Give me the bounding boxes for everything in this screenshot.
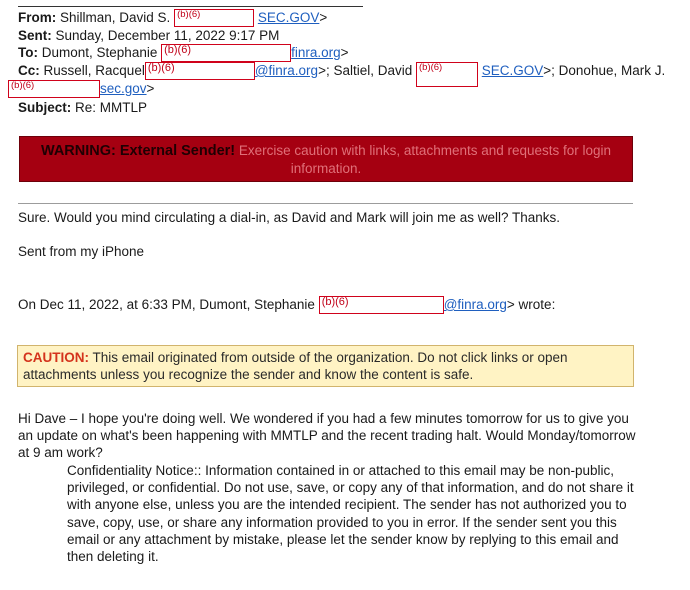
subject-line <box>18 99 147 116</box>
cc-name: Russell, Racquel <box>43 63 145 78</box>
warning-text: Exercise caution with links, attachments and requests for login information. <box>235 143 612 176</box>
external-sender-warning <box>19 136 633 182</box>
to-line: To: Dumont, Stephanie (b)(6) finra.org> <box>18 44 349 60</box>
redaction-box: (b)(6) <box>145 62 255 80</box>
caution-banner <box>17 345 634 387</box>
caution-text: This email originated from outside of the organization. Do not click links or open attachments unless you recognize the sender and know the content is safe. <box>23 350 568 382</box>
caution-label: CAUTION: <box>23 350 89 365</box>
signature-text: Sent from my iPhone <box>18 244 145 259</box>
confidentiality-notice: Confidentiality Notice:: Information contained in or attached to this email may be non-public, privileged, or confidential. Do not use, save, or copy any of that information, and do not share it with anyone else, unless you are the intended recipient. The sender has not authorized you to save, copy, use, or share any information provided to you in error. If the sender sent you this email or any attachment by mistake, please let the sender know by replying to this email and then deleting it. <box>67 463 634 565</box>
body-paragraph: Hi Dave – I hope you're doing well. We wondered if you had a few minutes tomorrow for us to give you an update on what's been happening with MMTLP and the recent trading halt. Would Monday/tomorrow at 9 am work? <box>18 411 636 460</box>
cc-email-link[interactable]: sec.gov <box>100 81 147 96</box>
to-email-link[interactable]: finra.org <box>291 45 341 60</box>
sent-line <box>18 27 279 44</box>
quote-email-link[interactable]: @finra.org <box>443 297 507 312</box>
reply-text: Sure. Would you mind circulating a dial-in, as David and Mark will join me as well? Thanks. <box>18 210 560 225</box>
cc-email-link[interactable]: SEC.GOV <box>481 63 544 78</box>
redaction-box: (b)(6) <box>161 44 291 62</box>
redaction-box: (b)(6) <box>8 80 100 98</box>
quote-header: On Dec 11, 2022, at 6:33 PM, Dumont, Stephanie (b)(6) @finra.org> wrote: <box>18 296 556 312</box>
redaction-box: (b)(6) <box>416 62 478 87</box>
to-name: Dumont, Stephanie <box>41 45 158 60</box>
from-email-link[interactable]: SEC.GOV <box>257 10 320 25</box>
to-label: To: <box>18 45 38 60</box>
cc-line: Cc: Russell, Racquel (b)(6) @finra.org>; Saltiel, David (b)(6) SEC.GOV>; Donohue, Mark J. <box>18 62 665 87</box>
from-label: From: <box>18 10 57 25</box>
cc-label: Cc: <box>18 63 40 78</box>
cc-email-link[interactable]: @finra.org <box>254 63 319 78</box>
from-line: From: Shillman, David S. (b)(6) SEC.GOV> <box>18 9 328 25</box>
subject-value: Re: MMTLP <box>75 100 148 115</box>
sent-value: Sunday, December 11, 2022 9:17 PM <box>55 28 280 43</box>
redaction-box: (b)(6) <box>174 9 254 27</box>
from-name: Shillman, David S. <box>60 10 171 25</box>
redaction-box: (b)(6) <box>319 296 444 314</box>
warning-title: WARNING: External Sender! <box>40 143 236 159</box>
subject-label: Subject: <box>18 100 72 115</box>
separator <box>18 203 633 204</box>
sent-label: Sent: <box>18 28 52 43</box>
top-rule <box>18 6 363 7</box>
cc-line-continued: (b)(6) sec.gov> <box>8 80 154 98</box>
